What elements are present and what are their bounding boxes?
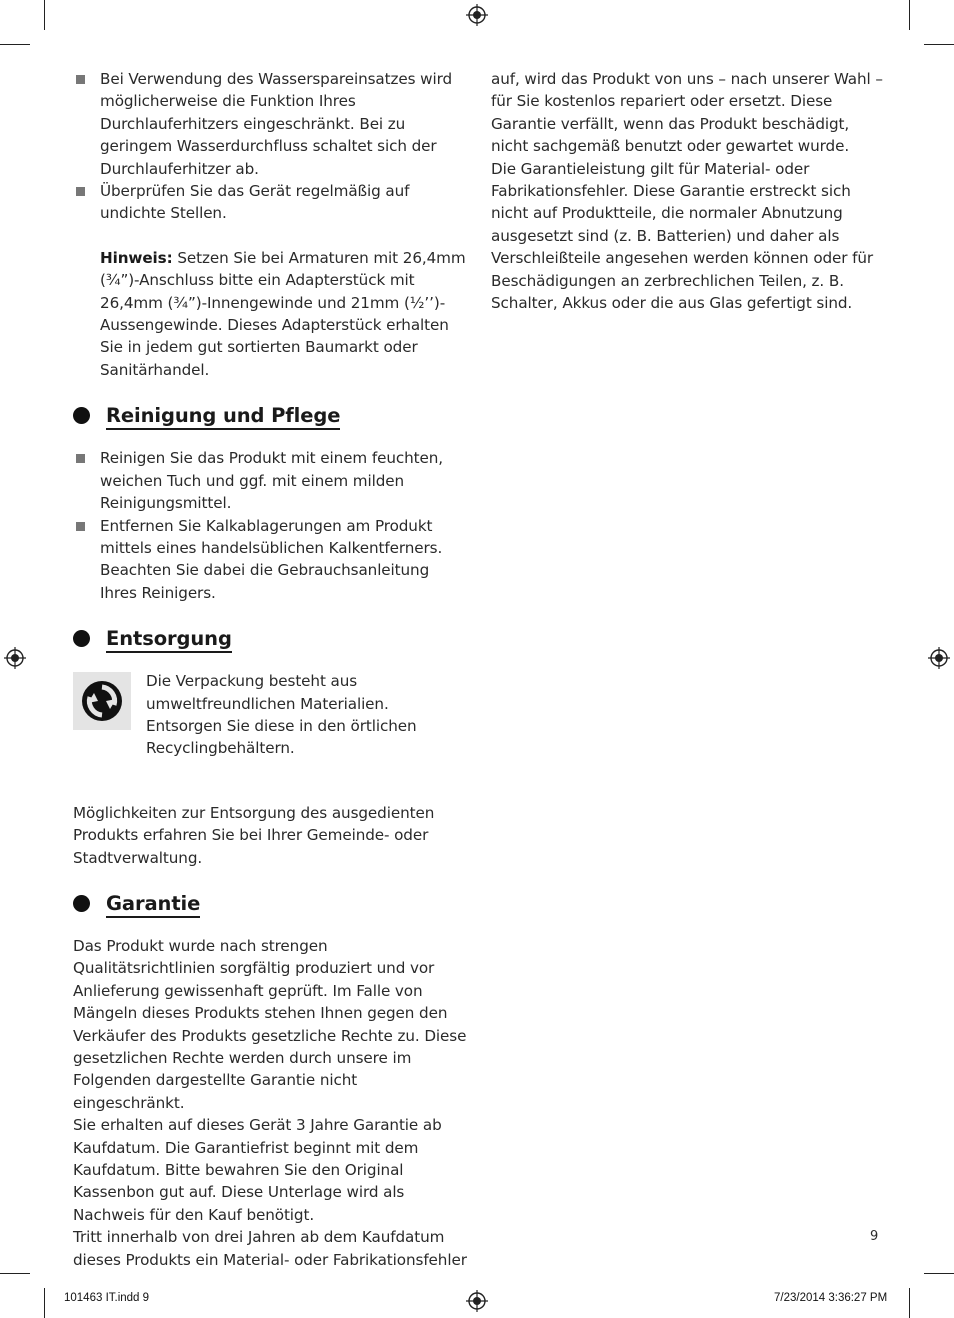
registration-mark-icon [466,1290,488,1312]
crop-mark [44,0,45,30]
list-item: Bei Verwendung des Wasserspareinsatzes wird möglicherweise die Funktion Ihres Durchlauferhitzers eingeschränkt. Bei zu geringem Wasserdurchfluss schaltet sich der Durchlauferhitzer ab. [73,68,468,180]
crop-mark [924,1273,954,1274]
registration-mark-icon [4,647,26,669]
print-timestamp: 7/23/2014 3:36:27 PM [774,1292,888,1304]
list-item: Entfernen Sie Kalkablagerungen am Produkt mittels eines handelsüblichen Kalkentferners. Beachten Sie dabei die Gebrauchsanleitung Ihres Reinigers. [73,515,468,605]
warranty-paragraph: Sie erhalten auf dieses Gerät 3 Jahre Garantie ab Kaufdatum. Die Garantiefrist beginnt mit dem Kaufdatum. Bitte bewahren Sie den Original Kassenbon gut auf. Diese Unterlage wird als Nachweis für den Kauf benötigt. [73,1116,442,1224]
section-heading-cleaning: Reinigung und Pflege [73,403,468,429]
registration-mark-icon [466,4,488,26]
note-label: Hinweis: [100,248,173,267]
crop-mark [0,44,30,45]
registration-mark-icon [928,647,950,669]
crop-mark [924,44,954,45]
section-heading-disposal: Entsorgung [73,626,468,652]
packaging-text: Die Verpackung besteht aus umweltfreundlichen Materialien. Entsorgen Sie diese in den örtlichen Recyclingbehältern. [146,672,417,758]
crop-mark [44,1288,45,1318]
warranty-paragraph: auf, wird das Produkt von uns – nach unserer Wahl – für Sie kostenlos repariert oder ersetzt. Diese Garantie verfällt, wenn das Produkt beschädigt, nicht sachgemäß benutzt oder gewartet wurde. [491,70,883,156]
warranty-paragraph: Tritt innerhalb von drei Jahren ab dem Kaufdatum dieses Produkts ein Material- oder Fabrikationsfehler [73,1228,467,1269]
crop-mark [0,1273,30,1274]
file-slug: 101463 IT.indd 9 [64,1292,150,1304]
list-item: Reinigen Sie das Produkt mit einem feuchten, weichen Tuch und ggf. mit einem milden Reinigungsmittel. [73,447,468,514]
section-heading-warranty: Garantie [73,891,468,917]
left-column [73,68,468,1271]
warranty-paragraph: Das Produkt wurde nach strengen Qualitätsrichtlinien sorgfältig produziert und vor Anlieferung gewissenhaft geprüft. Im Falle von Mängeln dieses Produkts stehen Ihnen gegen den Verkäufer des Produkts gesetzliche Rechte zu. Diese gesetzlichen Rechte werden durch unsere im Folgenden dargestellte Garantie nicht eingeschränkt. [73,936,467,1112]
crop-mark [909,0,910,30]
note-paragraph [73,247,468,381]
note-text: Setzen Sie bei Armaturen mit 26,4mm (¾”)-Anschluss bitte ein Adapterstück mit 26,4mm (¾”)-Innengewinde und 21mm (½’’)-Aussengewinde. Dieses Adapterstück erhalten Sie in jedem gut sortierten Baumarkt oder Sanitärhandel. [100,248,466,379]
disposal-block [73,670,468,760]
recycling-icon [73,672,131,730]
disposal-paragraph: Möglichkeiten zur Entsorgung des ausgedienten Produkts erfahren Sie bei Ihrer Gemeinde- oder Stadtverwaltung. [73,803,435,867]
crop-mark [909,1288,910,1318]
page-number: 9 [870,1229,879,1244]
warranty-paragraph: Die Garantieleistung gilt für Material- oder Fabrikationsfehler. Diese Garantie erstreckt sich nicht auf Produktteile, die normaler Abnutzung ausgesetzt sind (z. B. Batterien) und daher als Verschleißteile angesehen werden können oder für Beschädigungen an zerbrechlichen Teilen, z. B. Schalter, Akkus oder die aus Glas gefertigt sind. [491,159,874,313]
list-item: Überprüfen Sie das Gerät regelmäßig auf undichte Stellen. [73,180,468,225]
right-column [491,68,886,314]
